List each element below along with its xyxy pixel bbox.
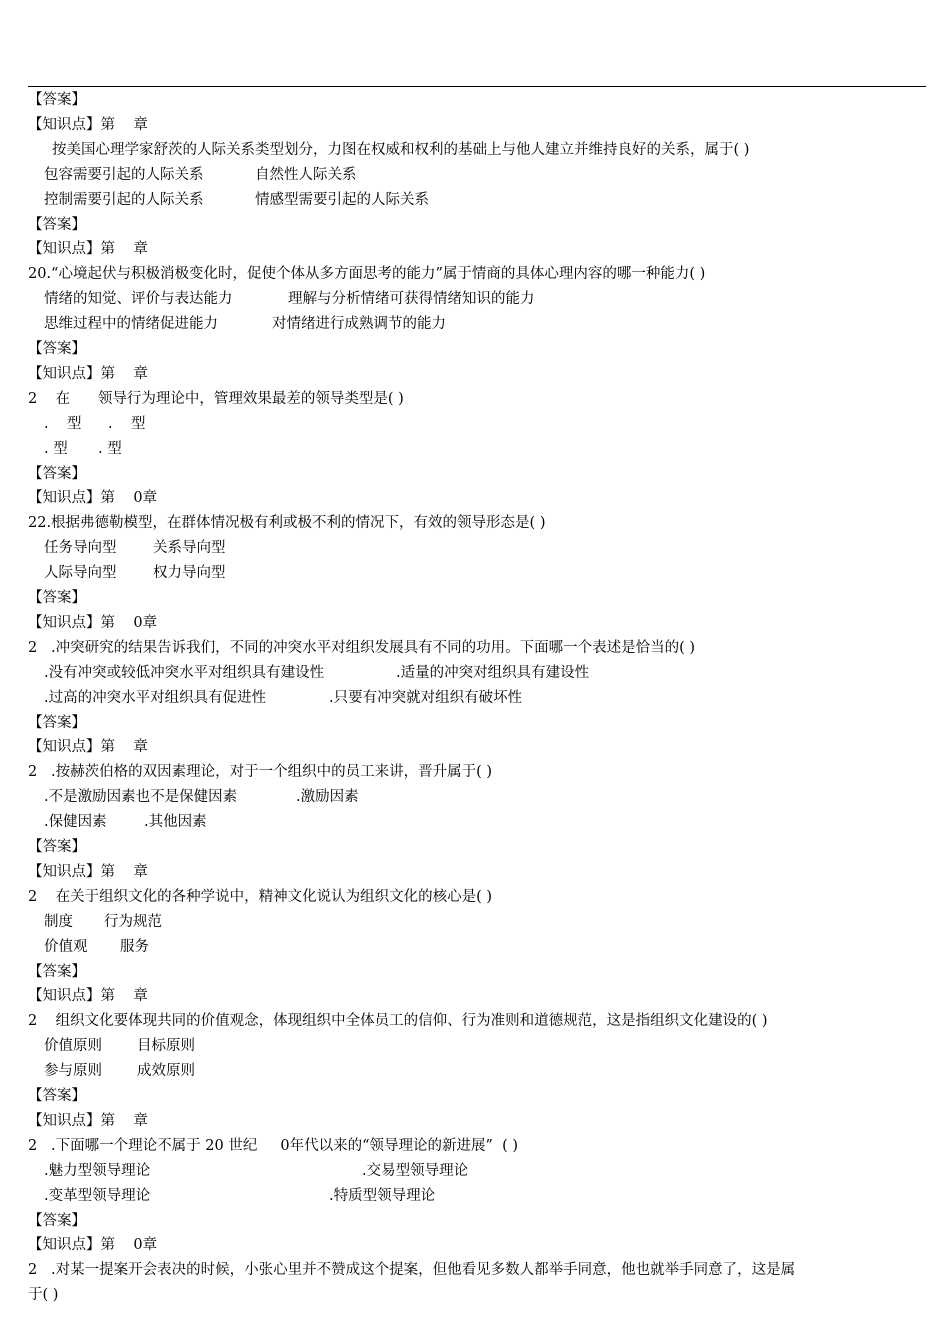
answer-label [0,711,950,736]
option-text: .交易型领导理论 [362,1162,469,1179]
option-row [0,910,950,935]
option-row [0,1059,950,1084]
line-text: 【知识点】第 章 [28,988,148,1005]
option-text: 思维过程中的情绪促进能力 [44,316,218,333]
option-row [0,412,950,437]
option-text: 成效原则 [137,1063,195,1080]
option-text: 行为规范 [104,913,162,930]
line-text: 【答案】 [28,1088,86,1104]
question-text [0,511,950,536]
option-text: . 型 [44,440,68,457]
line-text: 【答案】 [28,1212,86,1229]
line-text: 2 .按赫茨伯格的双因素理论，对于一个组织中的员工来讲，晋升属于( ) [28,764,493,781]
option-text: 情绪的知觉、评价与表达能力 [44,291,233,308]
question-text [0,760,950,785]
line-text: 【答案】 [28,590,86,606]
option-row [0,810,950,835]
line-text: 于( ) [28,1287,59,1304]
option-row [0,686,950,711]
line-text: 【答案】 [28,216,86,233]
option-row [0,1034,950,1059]
option-text: .变革型领导理论 [44,1187,151,1204]
option-text: . 型 [44,415,82,432]
option-text: 情感型需要引起的人际关系 [255,191,429,208]
option-text: .特质型领导理论 [329,1187,436,1204]
line-text: 2 .下面哪一个理论不属于 20 世纪 0年代以来的“领导理论的新进展” ( ) [28,1137,519,1154]
option-row [0,561,950,586]
question-text [0,636,950,661]
line-text: 2 在关于组织文化的各种学说中，精神文化说认为组织文化的核心是( ) [28,888,493,905]
knowledge-point-label [0,735,950,760]
option-text: 权力导向型 [153,565,226,582]
line-text: 【知识点】第 章 [28,365,148,382]
option-text: 自然性人际关系 [255,166,357,183]
line-text: 按美国心理学家舒茨的人际关系类型划分，力图在权威和权利的基础上与他人建立并维持良好的关系，属于( ) [52,141,750,158]
answer-label [0,1084,950,1109]
line-text: 【知识点】第 0章 [28,490,158,507]
line-text: 【答案】 [28,839,86,855]
line-text: 【答案】 [28,341,86,357]
line-text: 【答案】 [28,714,86,731]
answer-label [0,462,950,487]
line-text: 2 组织文化要体现共同的价值观念，体现组织中全体员工的信仰、行为准则和道德规范，这是指组织文化建设的( ) [28,1013,768,1030]
option-text: .不是激励因素也不是保健因素 [44,789,238,806]
option-text: 参与原则 [44,1063,102,1080]
question-text [0,262,950,287]
option-row [0,163,950,188]
question-text [0,885,950,910]
answer-label [0,88,950,113]
option-row [0,312,950,337]
option-text: . 型 [108,415,146,432]
question-text [0,1134,950,1159]
option-text: 关系导向型 [153,540,226,557]
option-text: 服务 [120,938,149,955]
option-text: .其他因素 [144,814,207,831]
answer-label [0,586,950,611]
option-text: .魅力型领导理论 [44,1162,151,1179]
knowledge-point-label [0,486,950,511]
option-row [0,188,950,213]
question-text-continued [0,1283,950,1308]
question-text [0,1009,950,1034]
option-text: . 型 [98,440,122,457]
knowledge-point-label [0,113,950,138]
line-text: 20.“心境起伏与积极消极变化时，促使个体从多方面思考的能力”属于情商的具体心理内容的哪一种能力( ) [28,266,706,283]
line-text: 【知识点】第 章 [28,1112,148,1129]
line-text: 【答案】 [28,465,86,482]
option-row [0,661,950,686]
answer-label [0,960,950,985]
option-row [0,287,950,312]
knowledge-point-label [0,611,950,636]
option-text: .过高的冲突水平对组织具有促进性 [44,689,267,706]
option-text: 包容需要引起的人际关系 [44,166,204,183]
line-text: 2 .对某一提案开会表决的时候，小张心里并不赞成这个提案，但他看见多数人都举手同意，他也就举手同意了，这是属 [28,1262,796,1279]
line-text: 【知识点】第 0章 [28,1237,158,1254]
question-text [0,387,950,412]
option-text: 任务导向型 [44,540,117,557]
line-text: 【知识点】第 章 [28,241,148,258]
option-row [0,437,950,462]
answer-label [0,1209,950,1234]
answer-label [0,835,950,860]
option-text: .激励因素 [296,789,359,806]
option-row [0,536,950,561]
knowledge-point-label [0,362,950,387]
line-text: 【知识点】第 章 [28,739,148,756]
knowledge-point-label [0,984,950,1009]
knowledge-point-label [0,1233,950,1258]
knowledge-point-label [0,237,950,262]
option-row [0,1159,950,1184]
option-text: 价值观 [44,938,88,955]
option-text: 价值原则 [44,1038,102,1055]
option-row [0,785,950,810]
option-text: .只要有冲突就对组织有破坏性 [329,689,523,706]
line-text: 【知识点】第 0章 [28,614,158,631]
option-row [0,935,950,960]
knowledge-point-label [0,1109,950,1134]
option-text: 对情绪进行成熟调节的能力 [272,316,446,333]
line-text: 2 在 领导行为理论中，管理效果最差的领导类型是( ) [28,390,404,407]
option-text: 控制需要引起的人际关系 [44,191,204,208]
line-text: 【答案】 [28,92,86,108]
line-text: 【知识点】第 章 [28,116,148,133]
option-text: 目标原则 [137,1038,195,1055]
line-text: 【答案】 [28,963,86,980]
line-text: 2 .冲突研究的结果告诉我们，不同的冲突水平对组织发展具有不同的功用。下面哪一个表述是恰当的( ) [28,639,696,656]
answer-label [0,337,950,362]
line-text: 22.根据弗德勒模型，在群体情况极有利或极不利的情况下，有效的领导形态是( ) [28,515,546,532]
option-row [0,1184,950,1209]
line-text: 【知识点】第 章 [28,863,148,880]
header-rule [28,86,926,87]
question-text [0,138,950,163]
option-text: 理解与分析情绪可获得情绪知识的能力 [288,291,535,308]
option-text: 制度 [44,913,73,930]
option-text: 人际导向型 [44,565,117,582]
option-text: .适量的冲突对组织具有建设性 [396,664,590,681]
question-text [0,1258,950,1283]
answer-label [0,213,950,238]
knowledge-point-label [0,860,950,885]
option-text: .保健因素 [44,814,107,831]
option-text: .没有冲突或较低冲突水平对组织具有建设性 [44,664,325,681]
